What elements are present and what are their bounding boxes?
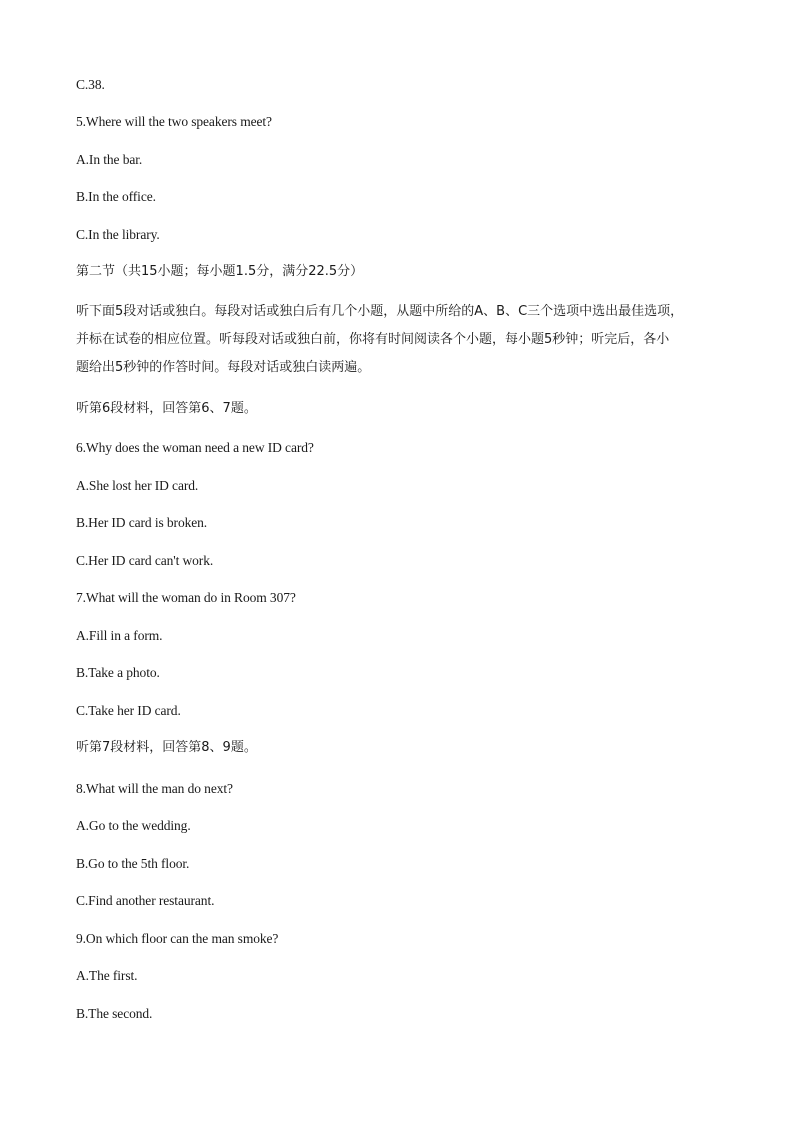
question-9: 9.On which floor can the man smoke? <box>76 931 279 946</box>
question-6: 6.Why does the woman need a new ID card? <box>76 440 314 455</box>
question-7: 7.What will the woman do in Room 307? <box>76 590 296 605</box>
option-b-q7: B.Take a photo. <box>76 665 160 680</box>
option-c-q8: C.Find another restaurant. <box>76 893 215 908</box>
instructions-line-1: 听下面5段对话或独白。每段对话或独白后有几个小题，从题中所给的A、B、C三个选项中选出最佳选项， <box>76 304 684 319</box>
section-heading: 第二节（共15小题；每小题1.5分，满分22.5分） <box>76 264 364 279</box>
material-7-heading: 听第7段材料，回答第8、9题。 <box>76 740 257 755</box>
option-c-q7: C.Take her ID card. <box>76 703 181 718</box>
option-c-q4: C.38. <box>76 77 105 92</box>
option-a-q6: A.She lost her ID card. <box>76 478 199 493</box>
option-b-q6: B.Her ID card is broken. <box>76 515 208 530</box>
option-b-q5: B.In the office. <box>76 189 156 204</box>
section-instructions <box>76 298 726 382</box>
option-a-q5: A.In the bar. <box>76 152 143 167</box>
option-a-q8: A.Go to the wedding. <box>76 818 191 833</box>
question-5: 5.Where will the two speakers meet? <box>76 114 272 129</box>
option-a-q7: A.Fill in a form. <box>76 628 163 643</box>
instructions-line-3: 题给出5秒钟的作答时间。每段对话或独白读两遍。 <box>76 360 371 375</box>
material-6-heading: 听第6段材料，回答第6、7题。 <box>76 401 257 416</box>
option-b-q8: B.Go to the 5th floor. <box>76 856 190 871</box>
option-c-q5: C.In the library. <box>76 227 160 242</box>
option-b-q9: B.The second. <box>76 1006 153 1021</box>
question-8: 8.What will the man do next? <box>76 781 233 796</box>
option-a-q9: A.The first. <box>76 968 138 983</box>
instructions-line-2: 并标在试卷的相应位置。听每段对话或独白前，你将有时间阅读各个小题，每小题5秒钟；听完后，各小 <box>76 332 670 347</box>
option-c-q6: C.Her ID card can't work. <box>76 553 214 568</box>
